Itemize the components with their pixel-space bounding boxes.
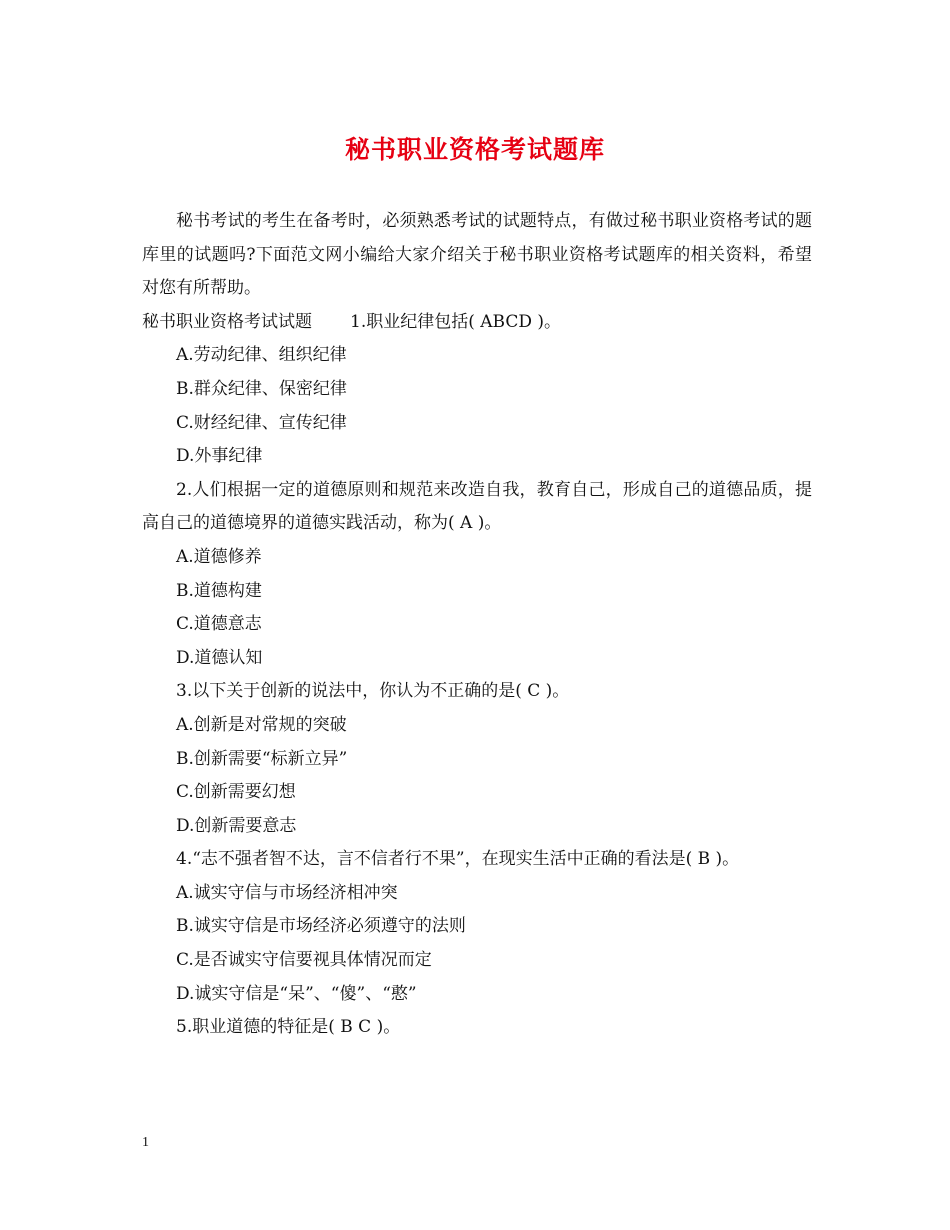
document-body [142, 205, 812, 1045]
question-3: 3.以下关于创新的说法中，你认为不正确的是( C )。 [176, 681, 570, 702]
intro-paragraph: 秘书考试的考生在备考时，必须熟悉考试的试题特点，有做过秘书职业资格考试的题库里的试题吗?下面范文网小编给大家介绍关于秘书职业资格考试题库的相关资料，希望对您有所帮助。 [142, 211, 812, 299]
section-line [142, 306, 812, 340]
q1-option-a: A.劳动纪律、组织纪律 [176, 345, 347, 366]
q4-option-d: D.诚实守信是“呆”、“傻”、“憨” [176, 983, 417, 1004]
section-label: 秘书职业资格考试试题 [142, 311, 312, 332]
q3-option-b: B.创新需要“标新立异” [176, 748, 348, 769]
q2-option-a: A.道德修养 [176, 546, 262, 567]
question-1: 1.职业纪律包括( ABCD )。 [350, 311, 562, 332]
q1-option-c: C.财经纪律、宣传纪律 [176, 412, 347, 433]
q2-option-b: B.道德构建 [176, 580, 262, 601]
q4-option-b: B.诚实守信是市场经济必须遵守的法则 [176, 916, 466, 937]
document-title: 秘书职业资格考试题库 [344, 135, 605, 164]
q3-option-a: A.创新是对常规的突破 [176, 714, 347, 735]
question-2: 2.人们根据一定的道德原则和规范来改造自我，教育自己，形成自己的道德品质，提高自己的道德境界的道德实践活动，称为( A )。 [142, 479, 812, 534]
question-5: 5.职业道德的特征是( B C )。 [176, 1017, 401, 1038]
q2-option-c: C.道德意志 [176, 614, 262, 635]
page-number: 1 [142, 1135, 149, 1150]
q2-option-d: D.道德认知 [176, 647, 263, 668]
q3-option-d: D.创新需要意志 [176, 815, 297, 836]
q1-option-d: D.外事纪律 [176, 446, 263, 467]
q4-option-c: C.是否诚实守信要视具体情况而定 [176, 950, 432, 971]
question-4: 4.“志不强者智不达，言不信者行不果”，在现实生活中正确的看法是( B )。 [176, 849, 740, 870]
q1-option-b: B.群众纪律、保密纪律 [176, 378, 347, 399]
q4-option-a: A.诚实守信与市场经济相冲突 [176, 882, 398, 903]
q3-option-c: C.创新需要幻想 [176, 782, 296, 803]
